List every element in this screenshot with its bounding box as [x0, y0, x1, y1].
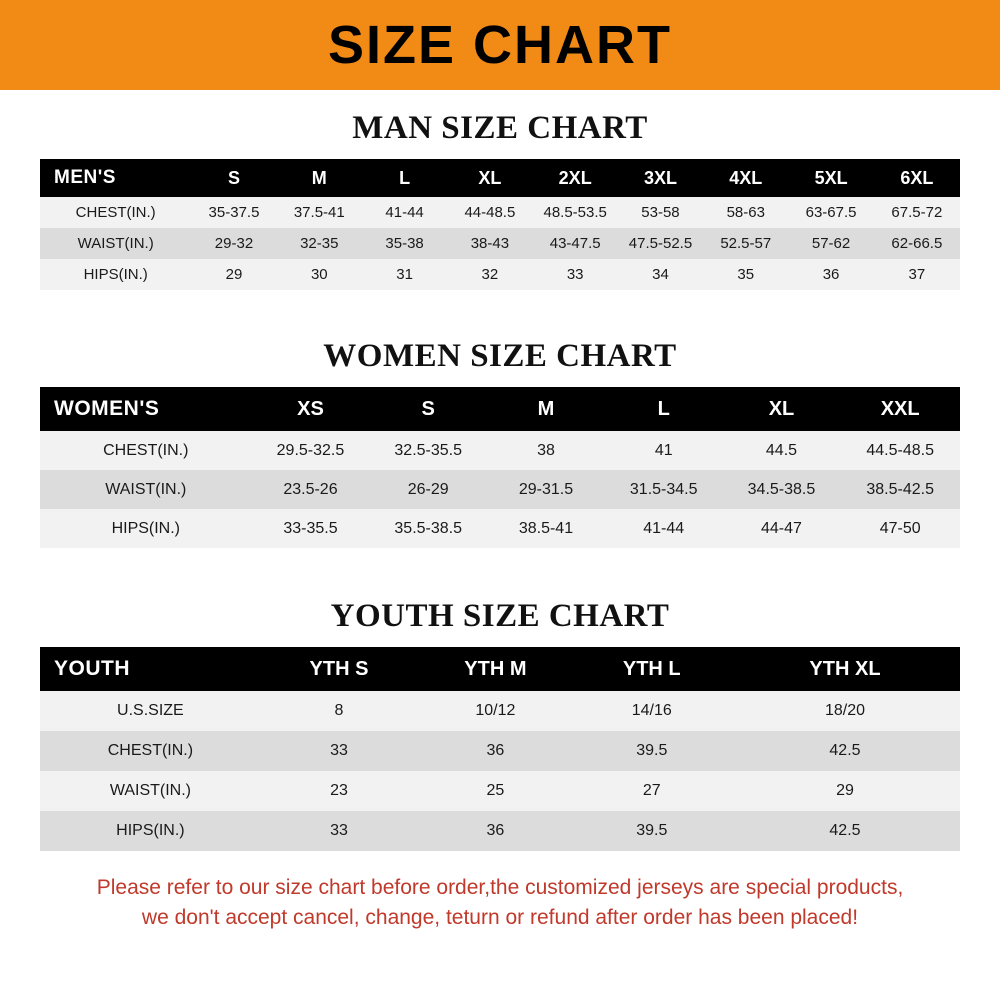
youth-waist-m: 25: [486, 782, 505, 799]
women-hips-l: 41-44: [643, 519, 685, 537]
women-waist-m: 29-31.5: [518, 480, 574, 498]
men-waist-6xl: 62-66.5: [891, 235, 943, 252]
women-waist-xl: 34.5-38.5: [747, 480, 816, 498]
youth-header-label: YOUTH: [54, 657, 130, 680]
youth-hips-l: 39.5: [636, 822, 668, 839]
youth-header-m: YTH M: [464, 657, 527, 680]
youth-ussize-s: 8: [334, 702, 344, 719]
footer-note-line1: Please refer to our size chart before order,the customized jerseys are special products,: [96, 876, 904, 899]
men-size-table: [40, 159, 960, 290]
men-hips-m: 30: [310, 266, 328, 283]
youth-chest-xl: 42.5: [829, 742, 861, 759]
men-row-label-hips: HIPS(IN.): [83, 266, 148, 283]
youth-section-title: YOUTH SIZE CHART: [330, 598, 670, 634]
table-row: [40, 691, 960, 731]
youth-hips-m: 36: [486, 822, 505, 839]
men-hips-4xl: 35: [737, 266, 755, 283]
women-header-l: L: [657, 397, 670, 420]
youth-header-l: YTH L: [622, 657, 681, 680]
men-chest-xl: 44-48.5: [464, 204, 516, 221]
men-chest-2xl: 48.5-53.5: [543, 204, 607, 221]
women-hips-s: 35.5-38.5: [394, 519, 463, 537]
youth-waist-s: 23: [330, 782, 348, 799]
youth-chest-s: 33: [330, 742, 348, 759]
men-header-row: [40, 159, 960, 197]
women-header-row: [40, 387, 960, 431]
men-waist-4xl: 52.5-57: [720, 235, 772, 252]
footer-note-line2: we don't accept cancel, change, teturn or refund after order has been placed!: [141, 906, 859, 930]
men-hips-l: 31: [396, 266, 413, 283]
women-row-label-hips: HIPS(IN.): [111, 519, 181, 537]
women-hips-xxl: 47-50: [879, 519, 921, 537]
women-row-label-chest: CHEST(IN.): [103, 441, 189, 459]
men-header-4xl: 4XL: [729, 167, 763, 188]
women-chest-m: 38: [537, 441, 555, 459]
youth-table-wrap: [0, 647, 1000, 851]
men-header-xl: XL: [478, 167, 502, 188]
men-hips-2xl: 33: [566, 266, 584, 283]
table-row: [40, 228, 960, 259]
table-row: [40, 259, 960, 290]
women-table-wrap: [0, 387, 1000, 548]
women-header-xs: XS: [297, 397, 324, 420]
men-header-5xl: 5XL: [814, 167, 848, 188]
men-waist-5xl: 57-62: [811, 235, 851, 252]
women-header-xxl: XXL: [880, 397, 920, 420]
women-header-label: WOMEN'S: [54, 397, 160, 420]
men-header-s: S: [227, 167, 240, 188]
women-chest-s: 32.5-35.5: [394, 441, 463, 459]
men-hips-3xl: 34: [652, 266, 669, 283]
table-row: [40, 470, 960, 509]
women-chest-xxl: 44.5-48.5: [866, 441, 934, 459]
men-hips-5xl: 36: [822, 266, 840, 283]
women-header-xl: XL: [768, 397, 795, 420]
women-waist-s: 26-29: [407, 480, 449, 498]
youth-ussize-m: 10/12: [475, 702, 516, 719]
women-hips-xs: 33-35.5: [283, 519, 338, 537]
men-chest-l: 41-44: [385, 204, 424, 221]
youth-waist-xl: 29: [836, 782, 854, 799]
women-hips-m: 38.5-41: [518, 519, 574, 537]
page-title: SIZE CHART: [328, 15, 672, 75]
table-row: [40, 197, 960, 228]
men-header-6xl: 6XL: [900, 167, 934, 188]
youth-waist-l: 27: [642, 782, 661, 799]
men-table-wrap: [0, 159, 1000, 290]
women-waist-xs: 23.5-26: [283, 480, 338, 498]
men-waist-m: 32-35: [300, 235, 339, 252]
women-waist-xxl: 38.5-42.5: [866, 480, 934, 498]
men-header-2xl: 2XL: [558, 167, 592, 188]
header-banner: [0, 0, 1000, 90]
youth-hips-xl: 42.5: [829, 822, 861, 839]
youth-row-label-waist: WAIST(IN.): [109, 782, 191, 799]
men-chest-m: 37.5-41: [293, 204, 345, 221]
men-chest-6xl: 67.5-72: [891, 204, 943, 221]
women-chest-l: 41: [654, 441, 673, 459]
men-hips-6xl: 37: [908, 266, 926, 283]
women-size-table: [40, 387, 960, 548]
men-waist-l: 35-38: [385, 235, 424, 252]
youth-ussize-xl: 18/20: [824, 702, 865, 719]
women-hips-xl: 44-47: [761, 519, 802, 537]
youth-hips-s: 33: [330, 822, 348, 839]
youth-header-row: [40, 647, 960, 691]
women-section-title: WOMEN SIZE CHART: [323, 338, 677, 374]
men-waist-2xl: 43-47.5: [549, 235, 601, 252]
men-waist-s: 29-32: [214, 235, 254, 252]
table-row: [40, 771, 960, 811]
men-waist-xl: 38-43: [470, 235, 510, 252]
women-chest-xl: 44.5: [765, 441, 798, 459]
youth-chest-l: 39.5: [636, 742, 668, 759]
men-chest-s: 35-37.5: [208, 204, 260, 221]
men-header-3xl: 3XL: [643, 167, 677, 188]
men-row-label-chest: CHEST(IN.): [75, 204, 156, 221]
women-header-m: M: [537, 397, 555, 420]
men-header-l: L: [399, 167, 411, 188]
men-section-title: MAN SIZE CHART: [352, 110, 648, 146]
women-row-label-waist: WAIST(IN.): [105, 480, 187, 498]
youth-ussize-l: 14/16: [631, 702, 672, 719]
women-header-s: S: [421, 397, 435, 420]
footer-note: [0, 873, 1000, 934]
men-hips-s: 29: [225, 266, 243, 283]
table-row: [40, 431, 960, 470]
men-header-m: M: [311, 167, 327, 188]
men-hips-xl: 32: [481, 266, 499, 283]
women-waist-l: 31.5-34.5: [629, 480, 698, 498]
table-row: [40, 811, 960, 851]
youth-row-label-ussize: U.S.SIZE: [117, 702, 184, 719]
table-row: [40, 731, 960, 771]
youth-chest-m: 36: [486, 742, 505, 759]
youth-header-xl: YTH XL: [809, 657, 881, 680]
women-chest-xs: 29.5-32.5: [276, 441, 345, 459]
men-row-label-waist: WAIST(IN.): [77, 235, 154, 252]
youth-row-label-chest: CHEST(IN.): [107, 742, 194, 759]
men-chest-5xl: 63-67.5: [805, 204, 857, 221]
men-chest-4xl: 58-63: [726, 204, 765, 221]
youth-size-table: [40, 647, 960, 851]
men-header-label: MEN'S: [54, 167, 116, 188]
youth-row-label-hips: HIPS(IN.): [116, 822, 185, 839]
youth-header-s: YTH S: [309, 657, 369, 680]
men-waist-3xl: 47.5-52.5: [628, 235, 693, 252]
table-row: [40, 509, 960, 548]
men-chest-3xl: 53-58: [641, 204, 680, 221]
